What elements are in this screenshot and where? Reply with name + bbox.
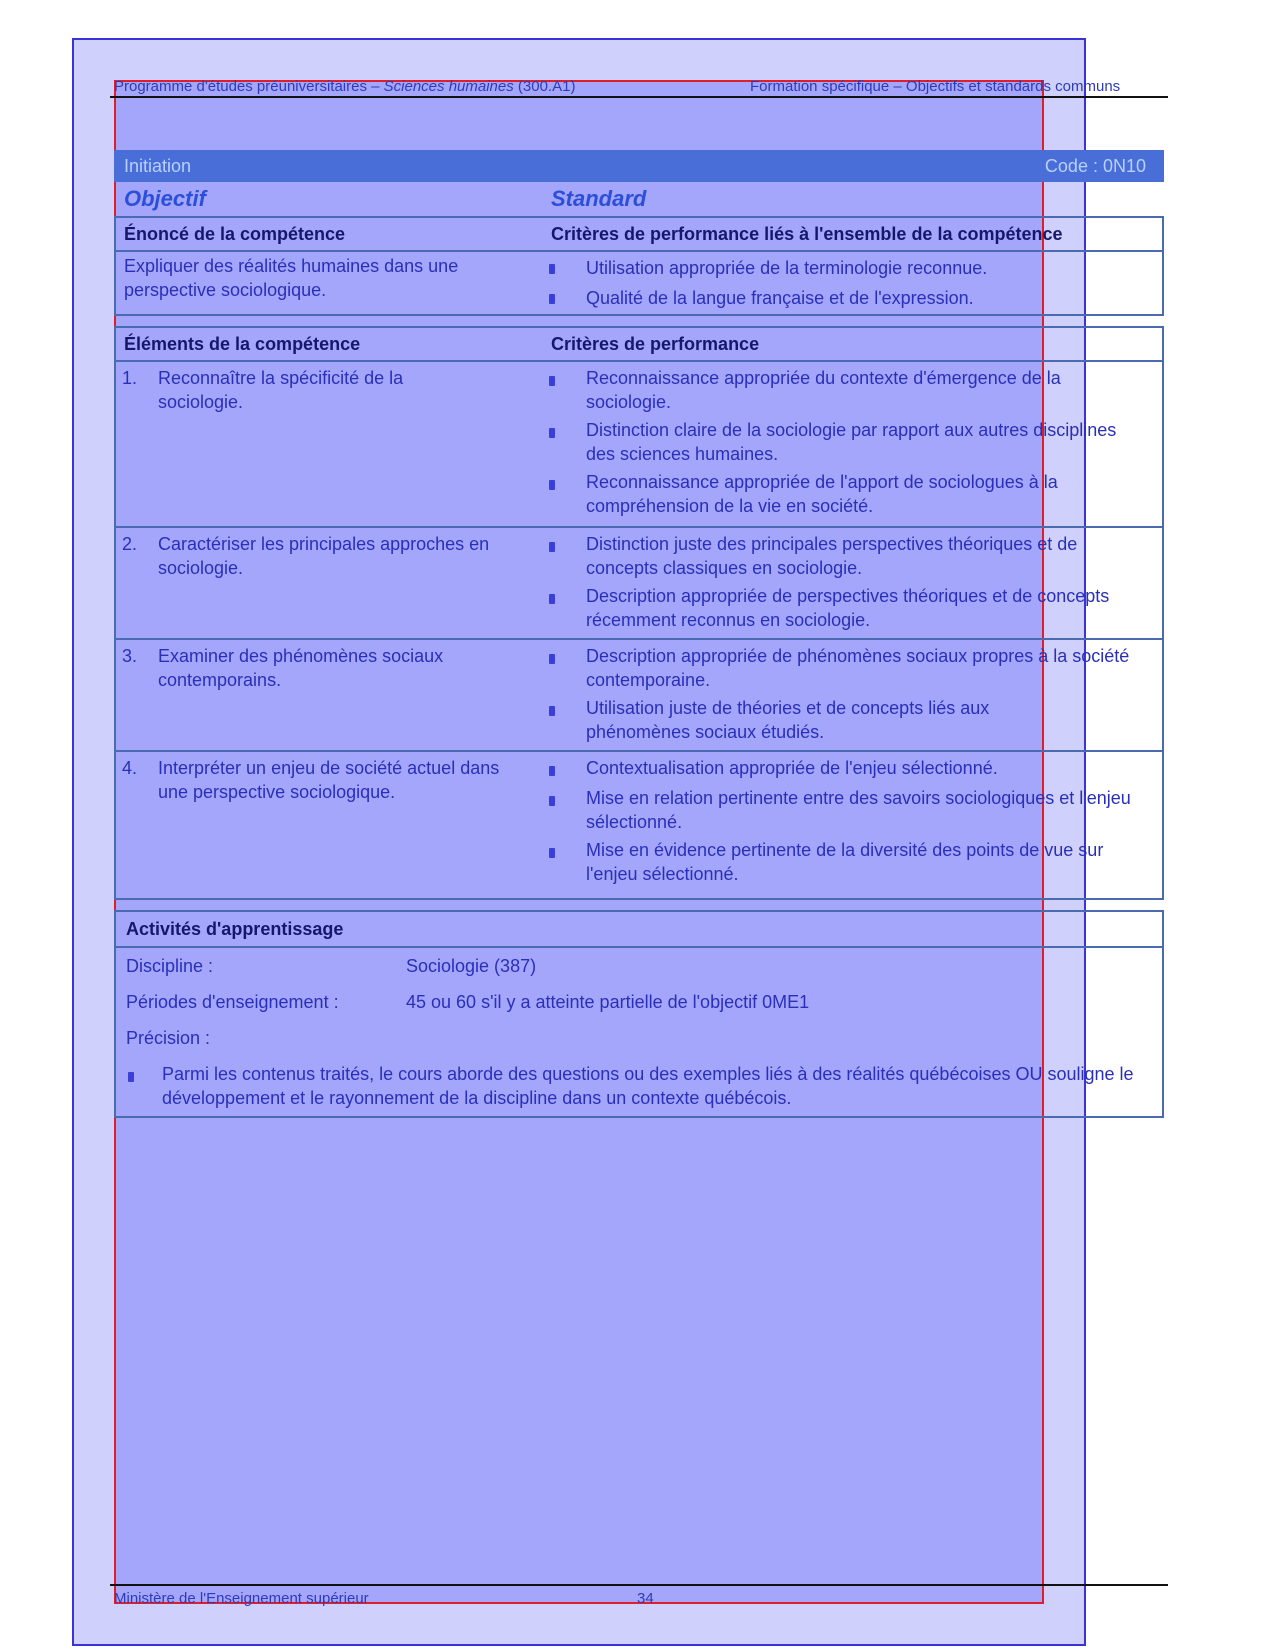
discipline-value: Sociologie (387)	[406, 956, 537, 976]
objectif-heading: Objectif	[124, 186, 206, 211]
element-number: 2.	[122, 534, 138, 554]
element-number: 3.	[122, 646, 138, 666]
header-rule	[110, 96, 1168, 98]
element-criterion: Distinction claire de la sociologie par rapport aux autres disciplines des sciences humaines.	[586, 420, 1117, 464]
course-level-label: Initiation	[124, 156, 192, 176]
elements-table	[114, 326, 1164, 900]
bullet	[549, 480, 555, 490]
bullet	[549, 294, 555, 304]
running-header-left: Programme d'études préuniversitaires – Sciences humaines (300.A1)	[114, 78, 576, 95]
bullet	[549, 796, 555, 806]
standard-heading: Standard	[551, 186, 647, 211]
row-divider	[116, 638, 1162, 640]
title-bar	[114, 150, 1164, 182]
row-divider	[116, 750, 1162, 752]
bullet	[549, 766, 555, 776]
footer-rule	[110, 1584, 1168, 1586]
element-criterion: Description appropriée de perspectives théoriques et de concepts récemment reconnus en sociologie.	[586, 586, 1110, 630]
footer-ministry: Ministère de l'Enseignement supérieur	[114, 1590, 369, 1607]
bullet	[549, 376, 555, 386]
element-criterion: Utilisation juste de théories et de concepts liés aux phénomènes sociaux étudiés.	[586, 698, 990, 742]
element-criterion: Contextualisation appropriée de l'enjeu sélectionné.	[586, 758, 998, 778]
bullet	[549, 594, 555, 604]
bullet	[549, 654, 555, 664]
periodes-value: 45 ou 60 s'il y a atteinte partielle de l'objectif 0ME1	[406, 992, 810, 1012]
element-criterion: Reconnaissance appropriée de l'apport de sociologues à la compréhension de la vie en société.	[586, 472, 1058, 516]
discipline-label: Discipline :	[126, 956, 214, 976]
enonce-header-right: Critères de performance liés à l'ensemble de la compétence	[551, 224, 1063, 244]
element-criterion: Description appropriée de phénomènes sociaux propres à la société contemporaine.	[586, 646, 1130, 690]
activites-table	[114, 910, 1164, 1118]
course-code: Code : 0N10	[1044, 156, 1146, 176]
activites-header: Activités d'apprentissage	[126, 919, 344, 939]
elements-header-right: Critères de performance	[551, 334, 760, 354]
element-text: Interpréter un enjeu de société actuel dans une perspective sociologique.	[158, 758, 500, 802]
element-number: 1.	[122, 368, 138, 388]
elements-header-left: Éléments de la compétence	[124, 334, 361, 354]
precision-text: Parmi les contenus traités, le cours aborde des questions ou des exemples liés à des réalités québécoises OU souligne le développement et le rayonnement de la discipline dans un contexte québécois.	[162, 1064, 1134, 1108]
element-number: 4.	[122, 758, 138, 778]
element-text: Examiner des phénomènes sociaux contemporains.	[158, 646, 444, 690]
enonce-text: Expliquer des réalités humaines dans une perspective sociologique.	[124, 256, 459, 300]
bullet	[128, 1072, 134, 1082]
enonce-header-left: Énoncé de la compétence	[124, 224, 346, 244]
element-text: Caractériser les principales approches en sociologie.	[158, 534, 490, 578]
precision-label: Précision :	[126, 1028, 211, 1048]
running-header-right: Formation spécifique – Objectifs et standards communs	[750, 78, 1121, 95]
page-number: 34	[637, 1590, 654, 1607]
periodes-label: Périodes d'enseignement :	[126, 992, 339, 1012]
element-criterion: Mise en relation pertinente entre des savoirs sociologiques et l'enjeu sélectionné.	[586, 788, 1131, 832]
bullet	[549, 706, 555, 716]
enonce-criterion: Utilisation appropriée de la terminologie reconnue.	[586, 258, 988, 278]
element-criterion: Mise en évidence pertinente de la diversité des points de vue sur l'enjeu sélectionné.	[586, 840, 1104, 884]
enonce-criterion: Qualité de la langue française et de l'expression.	[586, 288, 974, 308]
element-text: Reconnaître la spécificité de la sociologie.	[158, 368, 404, 412]
row-divider	[116, 526, 1162, 528]
element-criterion: Reconnaissance appropriée du contexte d'émergence de la sociologie.	[586, 368, 1061, 412]
bullet	[549, 264, 555, 274]
bullet	[549, 848, 555, 858]
bullet	[549, 428, 555, 438]
element-criterion: Distinction juste des principales perspectives théoriques et de concepts classiques en sociologie.	[586, 534, 1078, 578]
bullet	[549, 542, 555, 552]
enonce-table	[114, 216, 1164, 316]
